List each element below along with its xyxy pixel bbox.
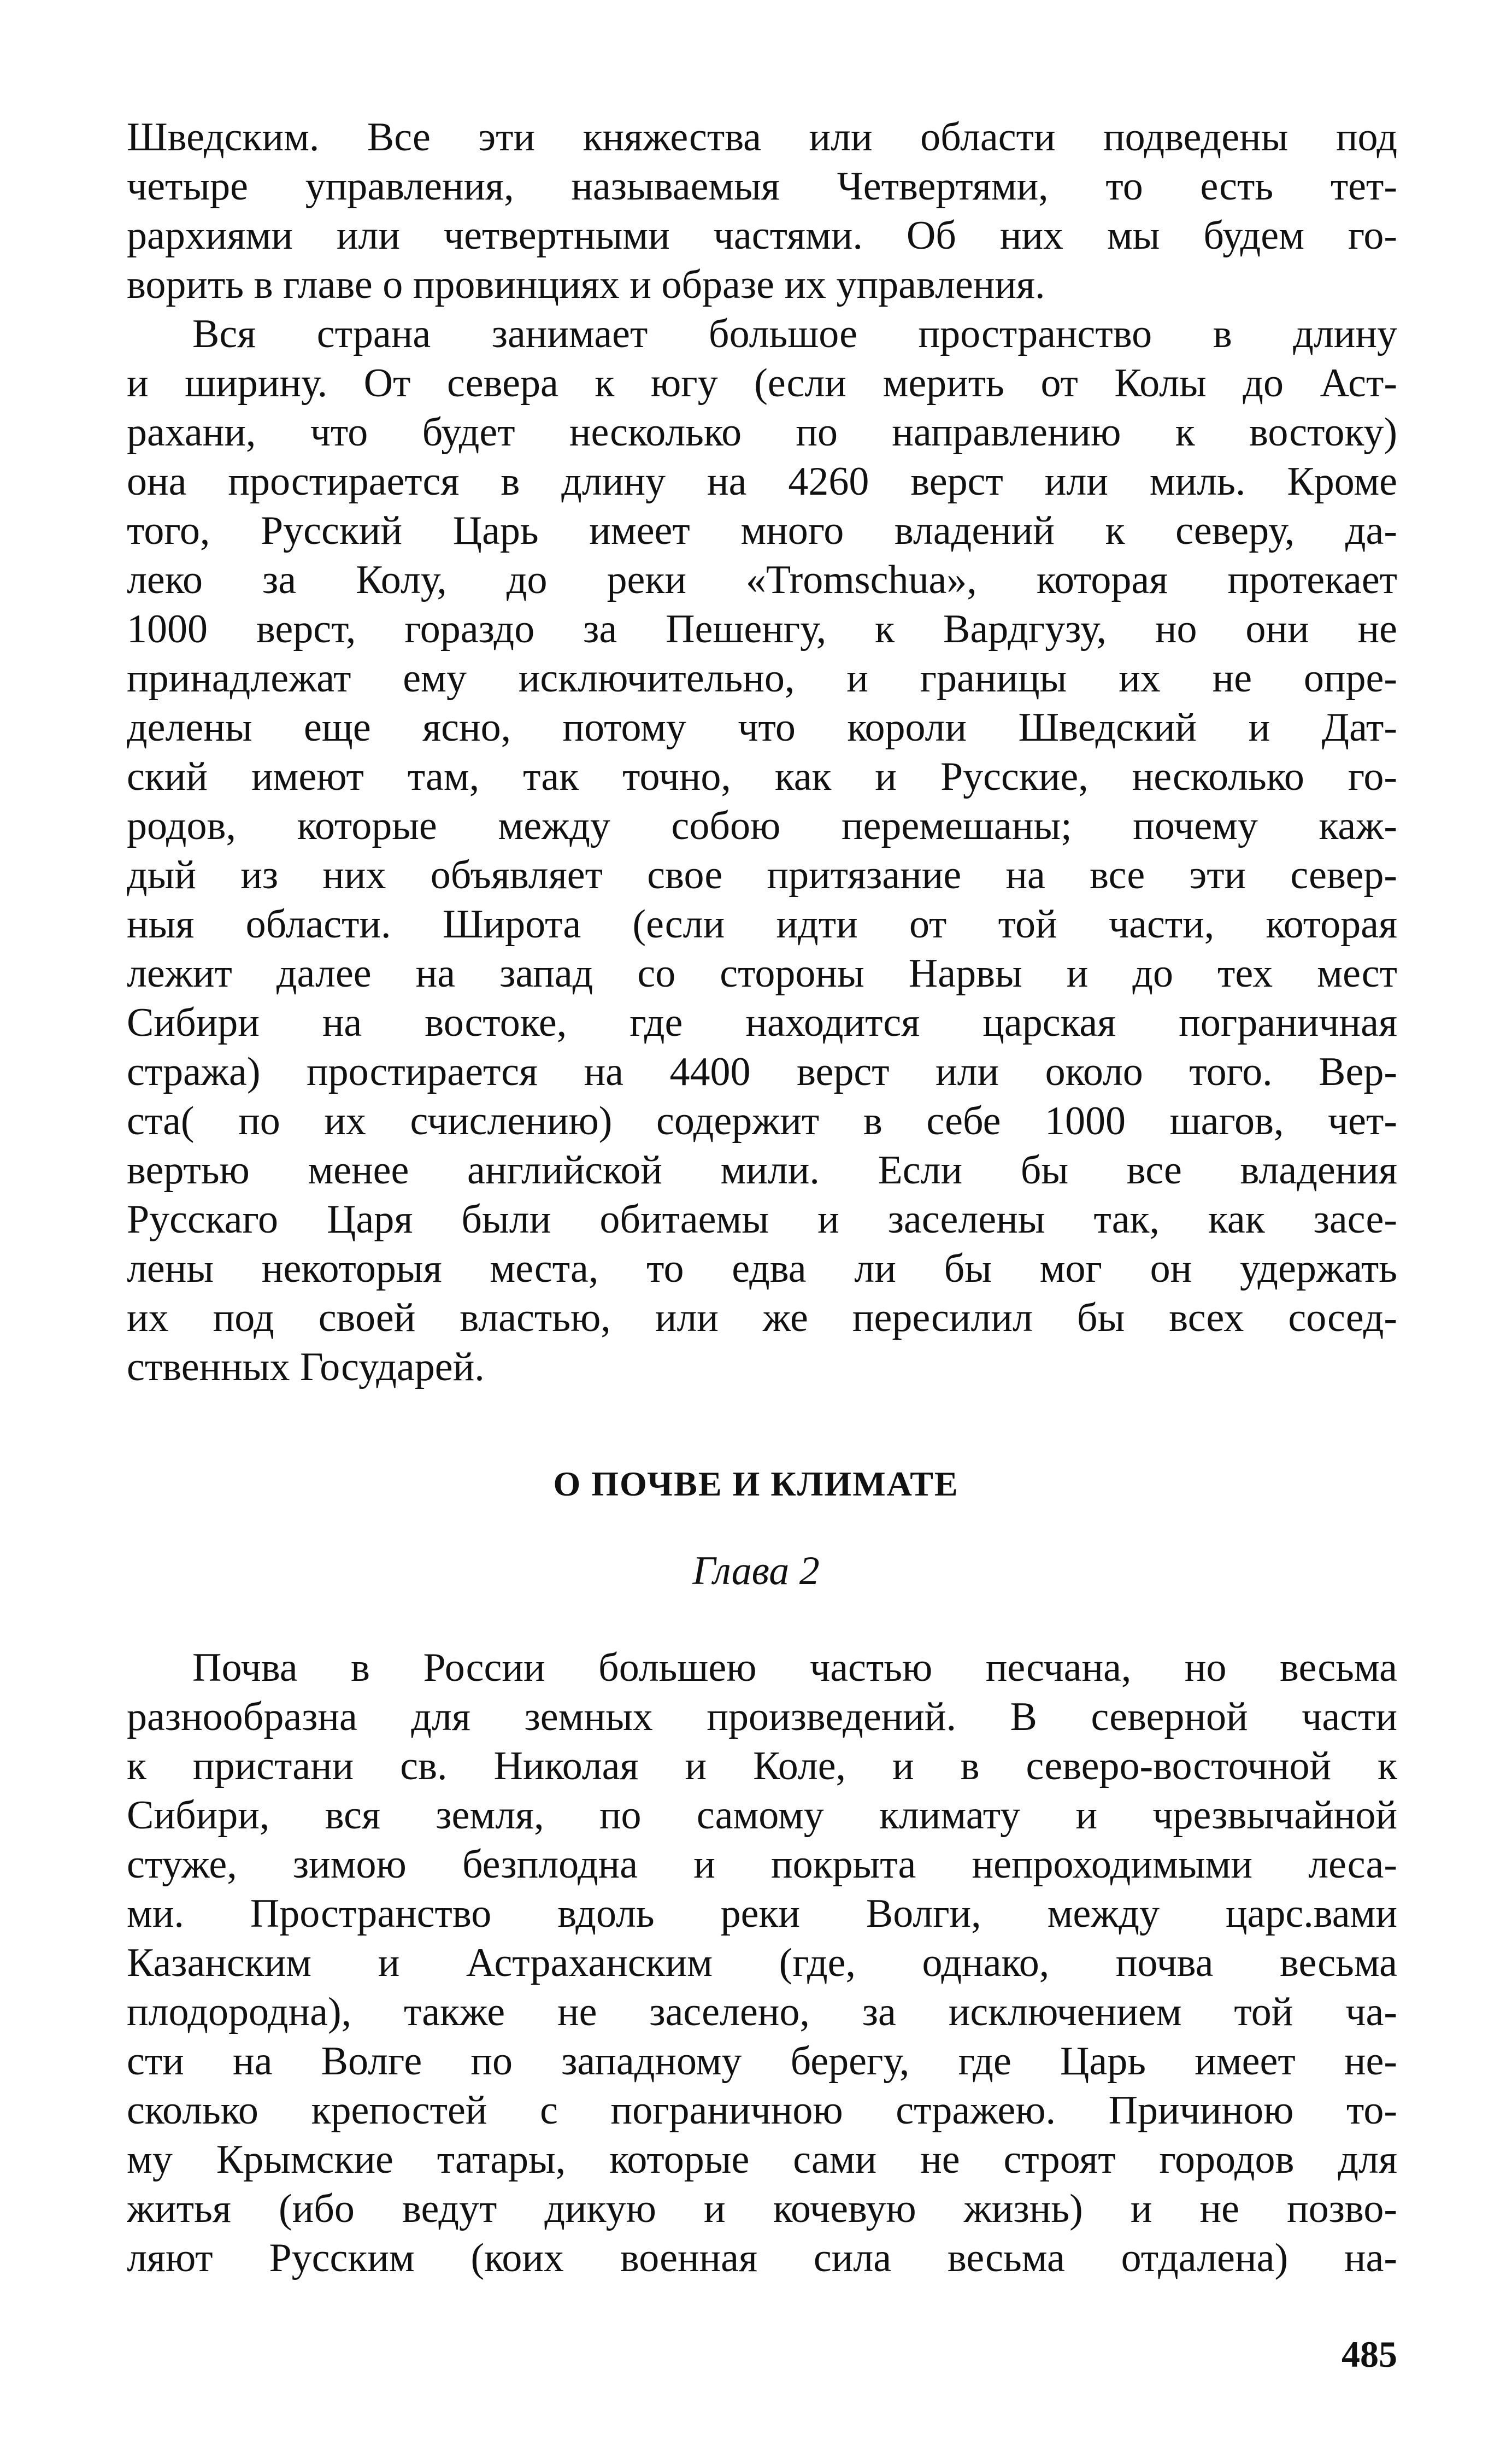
text-line: Казанским и Астраханским (где, однако, почва весьма [127,1940,1397,1985]
text-line: вертью менее английской мили. Если бы все владения [127,1148,1397,1193]
text-line: к пристани св. Николая и Коле, и в северо-восточной к [127,1744,1397,1788]
text-line: ляют Русским (коих военная сила весьма отдалена) на- [127,2236,1397,2280]
text-line: му Крымские татары, которые сами не строят городов для [127,2137,1397,2182]
text-line: дый из них объявляет свое притязание на все эти север- [127,853,1397,898]
paragraph-continued [127,113,1397,309]
text-line: плодородна), также не заселено, за исключением той ча- [127,1990,1397,2034]
text-line: Почва в России большею частью песчана, но весьма [192,1645,1397,1690]
text-line: ста( по их счислению) содержит в себе 1000 шагов, чет- [127,1099,1397,1143]
section-heading: О ПОЧВЕ И КЛИМАТЕ [553,1464,959,1503]
text-line: разнообразна для земных произведений. В северной части [127,1694,1397,1739]
text-line: ми. Пространство вдоль реки Волги, между царс.вами [127,1891,1397,1936]
text-line: рахани, что будет несколько по направлению к востоку) [127,410,1397,455]
text-line: Вся страна занимает большое пространство в длину [192,312,1397,356]
text-line: четыре управления, называемыя Четвертями, то есть тет- [127,164,1397,209]
text-line: их под своей властью, или же пересилил бы всех сосед- [127,1295,1397,1340]
text-line: леко за Колу, до реки «Tromschua», которая протекает [127,558,1397,602]
page-number: 485 [1342,2333,1397,2375]
text-line: 1000 верст, гораздо за Пешенгу, к Вардгузу, но они не [127,607,1397,652]
text-line: рархиями или четвертными частями. Об них мы будем го- [127,213,1397,258]
text-line: сколько крепостей с пограничною стражею. Причиною то- [127,2088,1397,2133]
text-line: она простирается в длину на 4260 верст или миль. Кроме [127,459,1397,504]
text-line: житья (ибо ведут дикую и кочевую жизнь) и не позво- [127,2186,1397,2231]
text-line: стуже, зимою безплодна и покрыта непроходимыми леса- [127,1842,1397,1887]
text-line: родов, которые между собою перемешаны; почему каж- [127,804,1397,848]
text-line: и ширину. От севера к югу (если мерить от Колы до Аст- [127,361,1397,406]
text-line: стража) простирается на 4400 верст или около того. Вер- [127,1049,1397,1094]
text-line: делены еще ясно, потому что короли Шведский и Дат- [127,705,1397,750]
text-line: лежит далее на запад со стороны Нарвы и до тех мест [127,951,1397,996]
text-line: Сибири, вся земля, по самому климату и чрезвычайной [127,1793,1397,1838]
text-line: сти на Волге по западному берегу, где Царь имеет не- [127,2039,1397,2084]
text-line: ский имеют там, так точно, как и Русские, несколько го- [127,754,1397,799]
chapter-label: Глава 2 [692,1549,820,1593]
text-line: ныя области. Широта (если идти от той части, которая [127,902,1397,947]
text-line: Русскаго Царя были обитаемы и заселены так, как засе- [127,1197,1397,1242]
paragraph-territory [127,309,1397,1392]
text-line: того, Русский Царь имеет много владений к северу, да- [127,508,1397,553]
text-line: Шведским. Все эти княжества или области подведены под [127,115,1397,160]
text-line: лены некоторыя места, то едва ли бы мог он удержать [127,1246,1397,1291]
text-line: Сибири на востоке, где находится царская пограничная [127,1000,1397,1045]
paragraph-soil [127,1643,1397,2283]
text-line: принадлежат ему исключительно, и границы их не опре- [127,656,1397,701]
text-line: ворить в главе о провинциях и образе их управления. [127,262,1045,307]
text-line: ственных Государей. [127,1345,485,1389]
